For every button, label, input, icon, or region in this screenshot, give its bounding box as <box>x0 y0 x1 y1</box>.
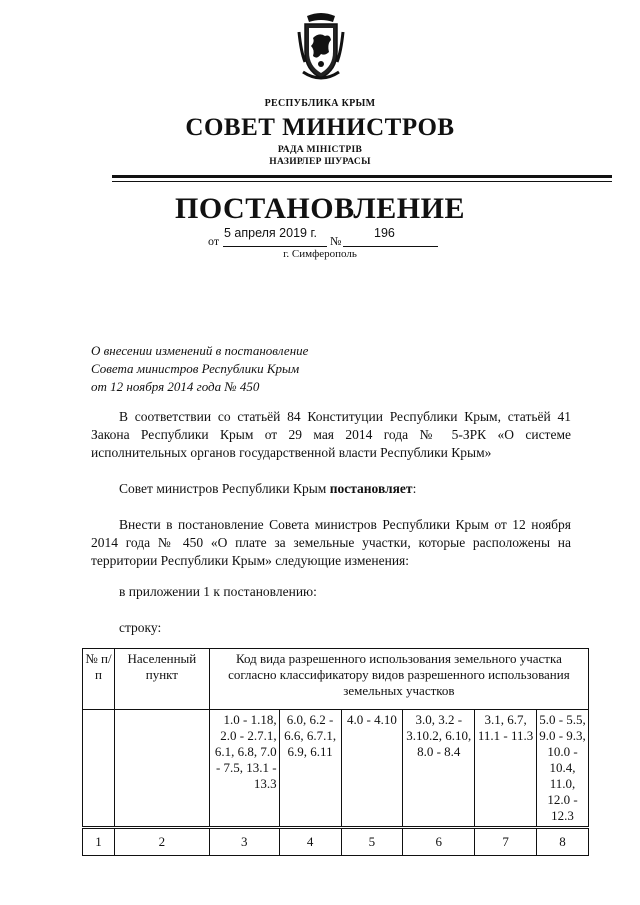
body-paragraph <box>91 480 571 498</box>
header-rule-thin <box>112 181 612 182</box>
land-use-table <box>82 648 589 856</box>
index-cell: 8 <box>537 828 589 856</box>
index-cell: 5 <box>341 828 403 856</box>
index-cell: 7 <box>475 828 537 856</box>
header-cell-code: Код вида разрешенного использования земельного участка согласно классификатору видов разрешенного использования земельных участков <box>209 649 588 710</box>
table-cell: 4.0 - 4.10 <box>341 710 403 828</box>
council-title-crimean-tatar: НАЗИРЛЕР ШУРАСЫ <box>269 157 371 167</box>
paragraph-text: : <box>412 481 417 496</box>
index-cell: 4 <box>279 828 341 856</box>
decree-date: 5 апреля 2019 г. <box>224 226 317 240</box>
header-rule-thick <box>112 175 612 178</box>
decree-city: г. Симферополь <box>283 248 357 260</box>
table-header-row <box>83 649 589 710</box>
table-row <box>83 710 589 828</box>
number-underline <box>343 246 438 247</box>
table-cell: 3.1, 6.7, 11.1 - 11.3 <box>475 710 537 828</box>
table-cell <box>83 710 115 828</box>
header-cell-place: Населенный пункт <box>114 649 209 710</box>
index-cell: 3 <box>209 828 279 856</box>
subject-line: О внесении изменений в постановление <box>91 343 309 358</box>
table-cell: 5.0 - 5.5, 9.0 - 9.3, 10.0 - 10.4, 11.0, 12.0 - 12.3 <box>537 710 589 828</box>
decree-date-line <box>208 226 448 246</box>
body-paragraph <box>91 516 571 570</box>
header-cell-number: № п/п <box>83 649 115 710</box>
paragraph-text: Внести в постановление Совета министров Республики Крым от 12 ноября 2014 года № 450 «О плате за земельные участки, которые расположены на территории Республики Крым» следующие изменения: <box>91 517 571 568</box>
subject-line: Совета министров Республики Крым <box>91 361 300 376</box>
index-cell: 6 <box>403 828 475 856</box>
council-title: СОВЕТ МИНИСТРОВ <box>185 114 455 141</box>
table-index-row <box>83 828 589 856</box>
table-cell: 1.0 - 1.18, 2.0 - 2.7.1, 6.1, 6.8, 7.0 - 7.5, 13.1 - 13.3 <box>209 710 279 828</box>
decree-title: ПОСТАНОВЛЕНИЕ <box>175 192 465 225</box>
body-paragraph <box>91 408 571 462</box>
paragraph-text: Совет министров Республики Крым <box>119 481 330 496</box>
paragraph-text: строку: <box>119 620 162 635</box>
subject-line: от 12 ноября 2014 года № 450 <box>91 379 260 394</box>
number-label: № <box>330 234 342 248</box>
paragraph-text: В соответствии со статьёй 84 Конституции Республики Крым, статьёй 41 Закона Республики Крым от 29 мая 2014 года № 5-ЗРК «О системе исполнительных органов государственной власти Республики Крым» <box>91 409 571 460</box>
table-cell <box>114 710 209 828</box>
paragraph-text: в приложении 1 к постановлению: <box>119 584 317 599</box>
from-label: от <box>208 234 220 248</box>
table-cell: 6.0, 6.2 - 6.6, 6.7.1, 6.9, 6.11 <box>279 710 341 828</box>
decree-subject <box>91 342 308 396</box>
council-title-ukrainian: РАДА МІНІСТРІВ <box>277 145 363 155</box>
republic-name: РЕСПУБЛИКА КРЫМ <box>264 98 376 109</box>
body-paragraph <box>91 583 571 601</box>
decree-number: 196 <box>374 226 395 240</box>
crimea-coat-of-arms-icon <box>297 12 345 82</box>
table-cell: 3.0, 3.2 - 3.10.2, 6.10, 8.0 - 8.4 <box>403 710 475 828</box>
index-cell: 1 <box>83 828 115 856</box>
paragraph-emphasis: постановляет <box>329 481 413 496</box>
index-cell: 2 <box>114 828 209 856</box>
body-paragraph <box>91 619 571 637</box>
date-underline <box>223 246 327 247</box>
